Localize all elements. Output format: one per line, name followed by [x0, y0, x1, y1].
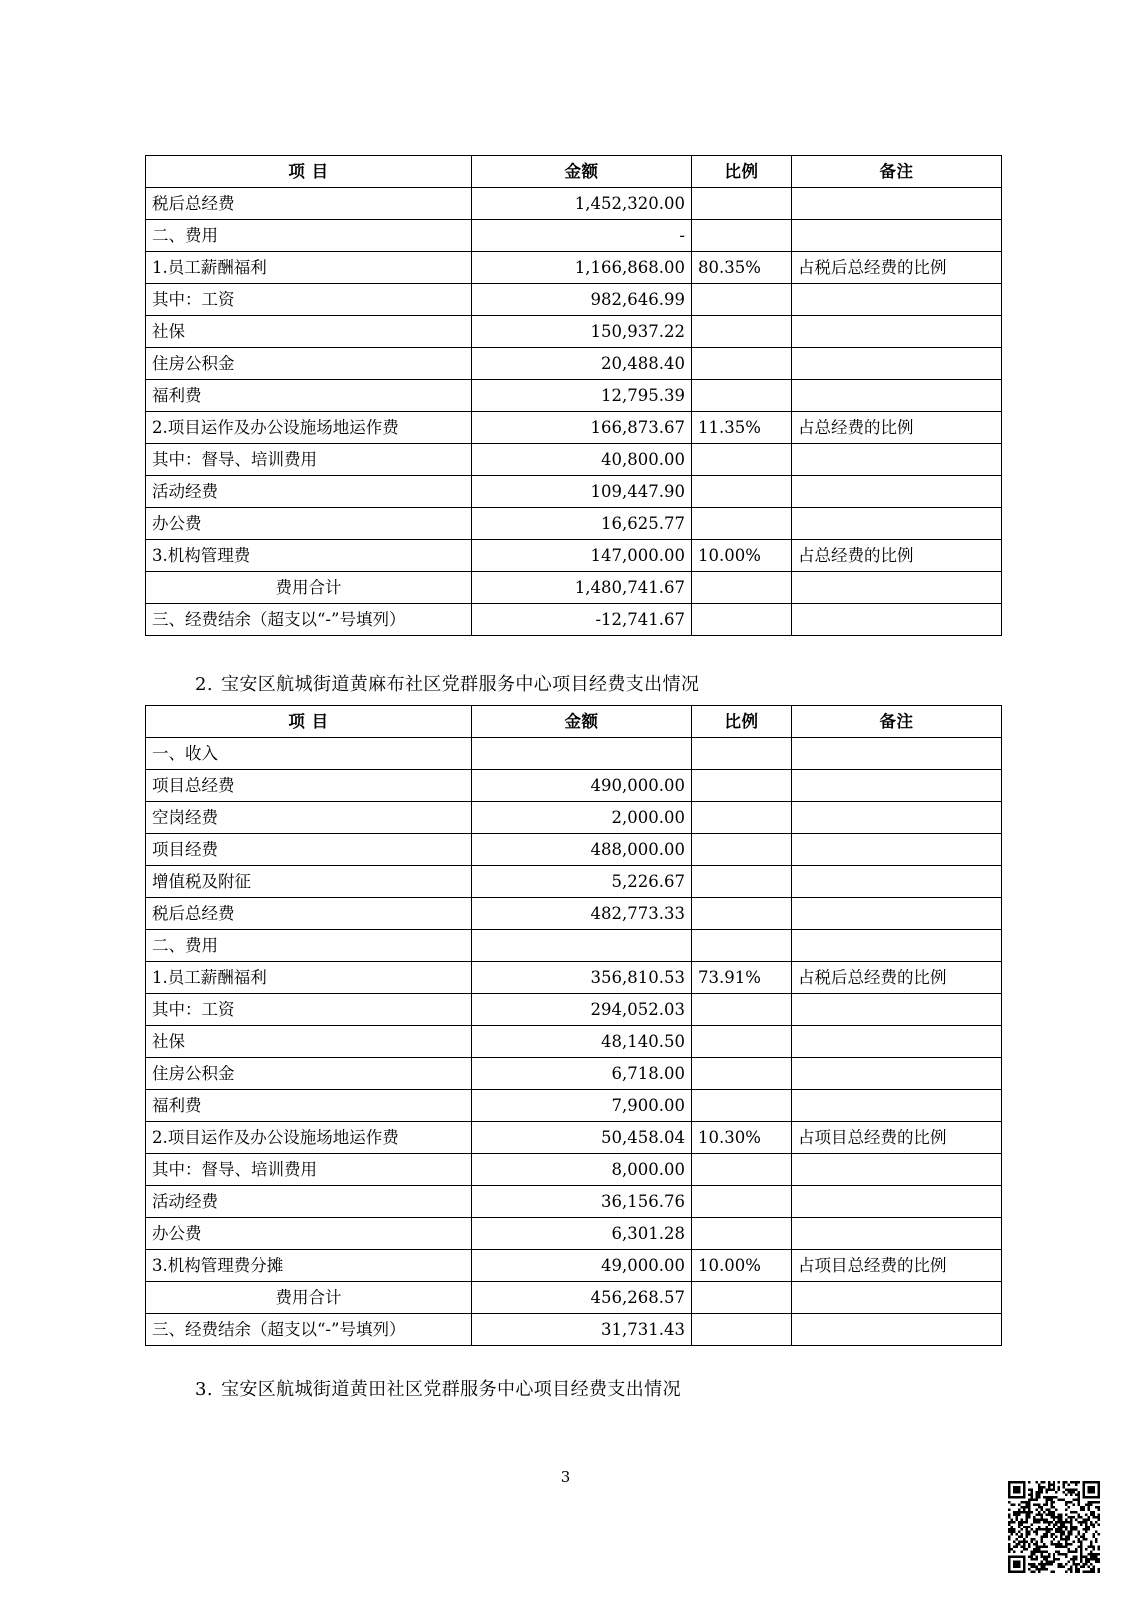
cell-item: 增值税及附征 [146, 866, 472, 898]
table-row [146, 348, 1002, 380]
cell-remark [792, 572, 1002, 604]
cell-ratio [692, 1218, 792, 1250]
cell-ratio [692, 604, 792, 636]
cell-amount: 109,447.90 [472, 476, 692, 508]
cell-item: 税后总经费 [146, 898, 472, 930]
cell-ratio [692, 348, 792, 380]
cell-amount: 356,810.53 [472, 962, 692, 994]
table-row [146, 220, 1002, 252]
cell-remark: 占总经费的比例 [792, 412, 1002, 444]
cell-ratio [692, 1282, 792, 1314]
table-row [146, 898, 1002, 930]
cell-ratio: 10.30% [692, 1122, 792, 1154]
cell-item: 住房公积金 [146, 348, 472, 380]
cell-item: 2.项目运作及办公设施场地运作费 [146, 412, 472, 444]
cell-remark [792, 284, 1002, 316]
cell-amount: 40,800.00 [472, 444, 692, 476]
column-header-remark: 备注 [792, 156, 1002, 188]
table-row [146, 834, 1002, 866]
cell-remark [792, 380, 1002, 412]
cell-ratio [692, 994, 792, 1026]
table-row [146, 866, 1002, 898]
cell-item: 空岗经费 [146, 802, 472, 834]
table-row [146, 1154, 1002, 1186]
table-row [146, 476, 1002, 508]
table-row [146, 994, 1002, 1026]
cell-ratio [692, 1186, 792, 1218]
cell-item: 费用合计 [146, 572, 472, 604]
cell-ratio [692, 1090, 792, 1122]
expense-table-1 [145, 155, 1002, 636]
cell-amount: 490,000.00 [472, 770, 692, 802]
cell-remark [792, 802, 1002, 834]
column-header-amount: 金额 [472, 156, 692, 188]
table-row [146, 380, 1002, 412]
table-row [146, 316, 1002, 348]
cell-ratio: 11.35% [692, 412, 792, 444]
cell-amount: 16,625.77 [472, 508, 692, 540]
column-header-item: 项 目 [146, 706, 472, 738]
cell-item: 2.项目运作及办公设施场地运作费 [146, 1122, 472, 1154]
cell-ratio [692, 930, 792, 962]
expense-table-2 [145, 705, 1002, 1346]
column-header-ratio: 比例 [692, 156, 792, 188]
cell-amount: 12,795.39 [472, 380, 692, 412]
cell-remark [792, 770, 1002, 802]
cell-amount: 982,646.99 [472, 284, 692, 316]
cell-amount: 147,000.00 [472, 540, 692, 572]
section-heading-3 [145, 1377, 681, 1403]
cell-item: 其中：工资 [146, 284, 472, 316]
table-row [146, 1282, 1002, 1314]
table-row [146, 1026, 1002, 1058]
section-heading-3-text: 宝安区航城街道黄田社区党群服务中心项目经费支出情况 [220, 1379, 681, 1400]
cell-item: 费用合计 [146, 1282, 472, 1314]
cell-remark [792, 444, 1002, 476]
table-row [146, 930, 1002, 962]
cell-remark [792, 604, 1002, 636]
cell-remark [792, 1058, 1002, 1090]
cell-remark [792, 1026, 1002, 1058]
cell-item: 1.员工薪酬福利 [146, 962, 472, 994]
cell-ratio [692, 380, 792, 412]
cell-item: 项目总经费 [146, 770, 472, 802]
table-row [146, 412, 1002, 444]
cell-amount: 166,873.67 [472, 412, 692, 444]
column-header-remark: 备注 [792, 706, 1002, 738]
cell-remark [792, 738, 1002, 770]
table-row [146, 1218, 1002, 1250]
cell-item: 活动经费 [146, 1186, 472, 1218]
cell-item: 办公费 [146, 508, 472, 540]
cell-item: 二、费用 [146, 930, 472, 962]
cell-item: 二、费用 [146, 220, 472, 252]
cell-item: 项目经费 [146, 834, 472, 866]
cell-remark [792, 1090, 1002, 1122]
table-2-body [146, 738, 1002, 1346]
cell-ratio [692, 188, 792, 220]
table-row [146, 604, 1002, 636]
cell-amount: 1,166,868.00 [472, 252, 692, 284]
table-row [146, 1186, 1002, 1218]
cell-ratio [692, 866, 792, 898]
cell-amount: 20,488.40 [472, 348, 692, 380]
page-number: 3 [560, 1468, 571, 1486]
cell-remark [792, 476, 1002, 508]
cell-amount [472, 930, 692, 962]
column-header-ratio: 比例 [692, 706, 792, 738]
cell-amount: 1,452,320.00 [472, 188, 692, 220]
table-row [146, 188, 1002, 220]
cell-remark [792, 1186, 1002, 1218]
table-row [146, 508, 1002, 540]
cell-ratio [692, 508, 792, 540]
cell-amount: 150,937.22 [472, 316, 692, 348]
cell-ratio [692, 1026, 792, 1058]
table-row [146, 540, 1002, 572]
cell-remark [792, 508, 1002, 540]
cell-remark: 占项目总经费的比例 [792, 1122, 1002, 1154]
table-row [146, 1058, 1002, 1090]
table-row [146, 252, 1002, 284]
cell-item: 三、经费结余（超支以“-”号填列） [146, 604, 472, 636]
cell-remark [792, 220, 1002, 252]
table-row [146, 962, 1002, 994]
cell-amount: 5,226.67 [472, 866, 692, 898]
cell-item: 税后总经费 [146, 188, 472, 220]
cell-remark [792, 316, 1002, 348]
cell-item: 1.员工薪酬福利 [146, 252, 472, 284]
cell-item: 3.机构管理费分摊 [146, 1250, 472, 1282]
cell-ratio [692, 770, 792, 802]
qr-code-icon [1008, 1477, 1100, 1577]
cell-remark [792, 898, 1002, 930]
cell-item: 其中：督导、培训费用 [146, 444, 472, 476]
cell-item: 福利费 [146, 1090, 472, 1122]
table-1-header [146, 156, 1002, 188]
cell-ratio [692, 738, 792, 770]
cell-ratio: 10.00% [692, 540, 792, 572]
cell-ratio [692, 476, 792, 508]
cell-remark [792, 1282, 1002, 1314]
cell-item: 其中：督导、培训费用 [146, 1154, 472, 1186]
cell-ratio: 80.35% [692, 252, 792, 284]
cell-amount: - [472, 220, 692, 252]
cell-ratio: 73.91% [692, 962, 792, 994]
cell-remark [792, 188, 1002, 220]
cell-amount: 49,000.00 [472, 1250, 692, 1282]
table-row [146, 802, 1002, 834]
cell-remark: 占项目总经费的比例 [792, 1250, 1002, 1282]
table-header-row [146, 706, 1002, 738]
cell-ratio [692, 1154, 792, 1186]
cell-amount: 36,156.76 [472, 1186, 692, 1218]
cell-item: 活动经费 [146, 476, 472, 508]
section-heading-2 [145, 672, 699, 698]
cell-amount: 456,268.57 [472, 1282, 692, 1314]
table-1-body [146, 188, 1002, 636]
cell-amount: 50,458.04 [472, 1122, 692, 1154]
cell-amount: 48,140.50 [472, 1026, 692, 1058]
table-row [146, 1314, 1002, 1346]
cell-remark [792, 1314, 1002, 1346]
cell-item: 其中：工资 [146, 994, 472, 1026]
table-2-header [146, 706, 1002, 738]
cell-amount: 8,000.00 [472, 1154, 692, 1186]
cell-ratio [692, 802, 792, 834]
column-header-item: 项 目 [146, 156, 472, 188]
cell-amount: 294,052.03 [472, 994, 692, 1026]
cell-amount: 7,900.00 [472, 1090, 692, 1122]
cell-remark [792, 930, 1002, 962]
cell-amount: 6,301.28 [472, 1218, 692, 1250]
table-row [146, 1250, 1002, 1282]
table-header-row [146, 156, 1002, 188]
cell-ratio [692, 1314, 792, 1346]
cell-item: 办公费 [146, 1218, 472, 1250]
cell-remark [792, 994, 1002, 1026]
cell-amount: 1,480,741.67 [472, 572, 692, 604]
cell-ratio [692, 316, 792, 348]
cell-amount: 31,731.43 [472, 1314, 692, 1346]
table-row [146, 1090, 1002, 1122]
column-header-amount: 金额 [472, 706, 692, 738]
cell-amount: -12,741.67 [472, 604, 692, 636]
cell-item: 社保 [146, 1026, 472, 1058]
cell-item: 一、收入 [146, 738, 472, 770]
cell-remark: 占总经费的比例 [792, 540, 1002, 572]
section-heading-2-text: 宝安区航城街道黄麻布社区党群服务中心项目经费支出情况 [220, 674, 700, 695]
cell-item: 三、经费结余（超支以“-”号填列） [146, 1314, 472, 1346]
table-row [146, 770, 1002, 802]
cell-item: 3.机构管理费 [146, 540, 472, 572]
table-row [146, 738, 1002, 770]
cell-amount: 2,000.00 [472, 802, 692, 834]
cell-ratio [692, 1058, 792, 1090]
cell-remark [792, 866, 1002, 898]
cell-amount: 482,773.33 [472, 898, 692, 930]
verification-qr-code [1008, 1477, 1100, 1577]
cell-ratio [692, 284, 792, 316]
cell-ratio [692, 444, 792, 476]
cell-remark [792, 1154, 1002, 1186]
cell-ratio [692, 898, 792, 930]
section-heading-3-number: 3. [195, 1379, 213, 1400]
cell-ratio [692, 220, 792, 252]
cell-amount: 6,718.00 [472, 1058, 692, 1090]
cell-amount: 488,000.00 [472, 834, 692, 866]
table-row [146, 1122, 1002, 1154]
table-row [146, 284, 1002, 316]
cell-item: 社保 [146, 316, 472, 348]
cell-item: 住房公积金 [146, 1058, 472, 1090]
cell-remark [792, 348, 1002, 380]
cell-remark: 占税后总经费的比例 [792, 962, 1002, 994]
section-heading-2-number: 2. [195, 674, 213, 695]
cell-ratio [692, 834, 792, 866]
cell-item: 福利费 [146, 380, 472, 412]
cell-ratio [692, 572, 792, 604]
cell-remark: 占税后总经费的比例 [792, 252, 1002, 284]
cell-ratio: 10.00% [692, 1250, 792, 1282]
cell-remark [792, 834, 1002, 866]
table-row [146, 444, 1002, 476]
table-row [146, 572, 1002, 604]
cell-amount [472, 738, 692, 770]
cell-remark [792, 1218, 1002, 1250]
